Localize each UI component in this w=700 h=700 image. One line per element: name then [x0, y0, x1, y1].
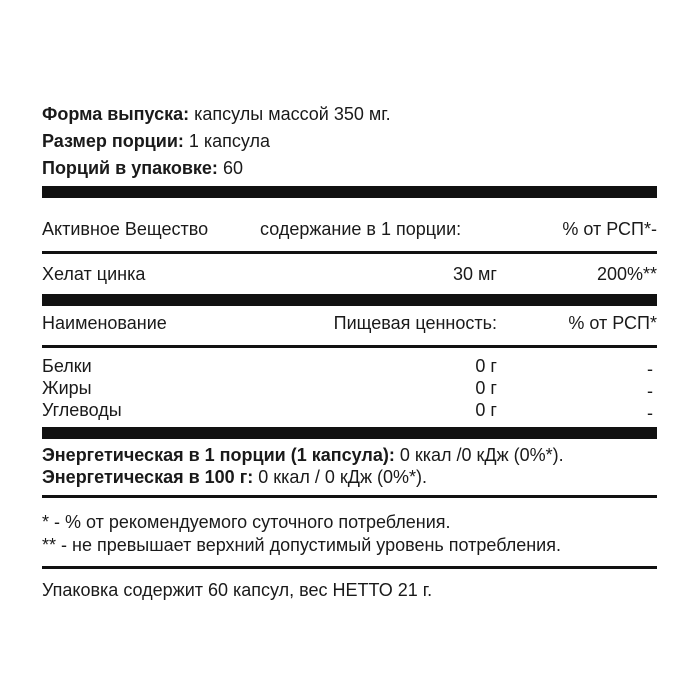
serving-size-line: [42, 130, 270, 152]
footnote: * - % от рекомендуемого суточного потребления.: [42, 512, 451, 532]
release-form-line: [42, 103, 391, 125]
nutrition-row-value: 0 г: [475, 378, 497, 398]
nutrition-row-name: Белки: [42, 356, 92, 376]
servings-per-pack-value: 60: [222, 158, 243, 178]
package-note: Упаковка содержит 60 капсул, вес НЕТТО 21 г.: [42, 580, 433, 600]
thin-divider: [42, 495, 657, 498]
energy-per-100g-line: [42, 466, 427, 488]
energy-per-100g-value: 0 ккал / 0 кДж (0%*).: [258, 467, 428, 487]
nutrition-row-name: Жиры: [42, 378, 92, 398]
thin-divider: [42, 345, 657, 348]
release-form-label: Форма выпуска:: [42, 104, 190, 124]
energy-per-serving-label: Энергетическая в 1 порции (1 капсула):: [42, 445, 395, 465]
supplement-facts-label: [42, 0, 657, 700]
thin-divider: [42, 251, 657, 254]
energy-per-serving-value: 0 ккал /0 кДж (0%*).: [399, 445, 564, 465]
footnote: ** - не превышает верхний допустимый уровень потребления.: [42, 535, 561, 555]
nutrition-row-value: 0 г: [475, 356, 497, 376]
active-row-amount: 30 мг: [453, 264, 497, 284]
nutrition-row-pct: -: [647, 359, 653, 379]
active-header-pct: % от РСП*-: [562, 219, 657, 239]
energy-per-100g-label: Энергетическая в 100 г:: [42, 467, 254, 487]
active-row-pct: 200%**: [596, 264, 657, 284]
energy-per-serving-line: [42, 444, 564, 466]
nutrition-row-value: 0 г: [475, 400, 497, 420]
nutrition-header-pct: % от РСП*: [568, 313, 657, 333]
thick-divider: [42, 186, 657, 198]
serving-size-value: 1 капсула: [188, 131, 271, 151]
servings-per-pack-line: [42, 157, 243, 179]
nutrition-row-pct: -: [647, 381, 653, 401]
active-header-name: Активное Вещество: [42, 219, 209, 239]
nutrition-row-name: Углеводы: [42, 400, 122, 420]
thin-divider: [42, 566, 657, 569]
active-row-name: Хелат цинка: [42, 264, 146, 284]
nutrition-header-name: Наименование: [42, 313, 167, 333]
thick-divider: [42, 427, 657, 439]
servings-per-pack-label: Порций в упаковке:: [42, 158, 218, 178]
active-header-content: содержание в 1 порции:: [260, 219, 462, 239]
release-form-value: капсулы массой 350 мг.: [194, 104, 391, 124]
serving-size-label: Размер порции:: [42, 131, 184, 151]
thick-divider: [42, 294, 657, 306]
nutrition-header-value: Пищевая ценность:: [333, 313, 497, 333]
nutrition-row-pct: -: [647, 403, 653, 423]
